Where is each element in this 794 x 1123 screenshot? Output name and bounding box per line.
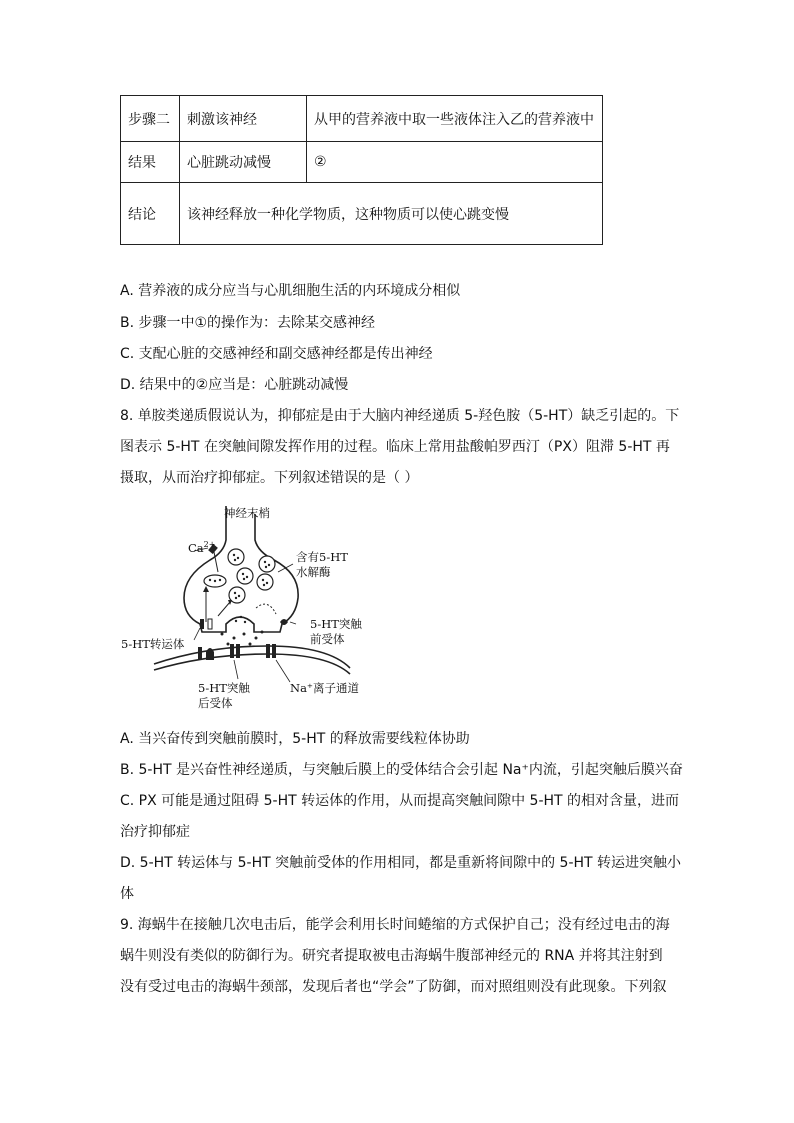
- q8-option-d-line2: 体: [120, 886, 134, 902]
- q8-stem-line3: 摄取，从而治疗抑郁症。下列叙述错误的是（ ）: [120, 470, 419, 486]
- transporter-shape: [200, 619, 204, 629]
- label-enzyme-line2: 水解酶: [296, 565, 331, 579]
- q9-stem-line1: 9. 海蜗牛在接触几次电击后，能学会利用长时间蜷缩的方式保护自己；没有经过电击的海: [120, 917, 670, 933]
- row-label: 结果: [121, 142, 180, 183]
- label-enzyme-line1: 含有5-HT: [296, 550, 348, 564]
- q7-option-a: A. 营养液的成分应当与心肌细胞生活的内环境成分相似: [120, 283, 461, 299]
- table-cell-merged: 该神经释放一种化学物质，这种物质可以使心跳变慢: [180, 183, 603, 245]
- q8-option-a: A. 当兴奋传到突触前膜时，5-HT 的释放需要线粒体协助: [120, 731, 470, 747]
- q7-option-b: B. 步骤一中①的操作为：去除某交感神经: [120, 315, 376, 331]
- label-post-receptor-line2: 后受体: [198, 696, 233, 710]
- q8-stem-line1: 8. 单胺类递质假说认为，抑郁症是由于大脑内神经递质 5-羟色胺（5-HT）缺乏引起的。下: [120, 408, 680, 424]
- fusing-vesicle: [215, 617, 266, 632]
- table-row: [121, 183, 603, 245]
- synapse-figure: [118, 504, 378, 712]
- table-cell: 从甲的营养液中取一些液体注入乙的营养液中: [307, 96, 603, 142]
- experiment-table: [120, 95, 603, 245]
- label-pre-receptor-line1: 5-HT突触: [310, 617, 362, 631]
- label-post-receptor-line1: 5-HT突触: [198, 681, 250, 695]
- q7-option-d: D. 结果中的②应当是：心脏跳动减慢: [120, 377, 349, 393]
- q8-option-b: B. 5-HT 是兴奋性神经递质，与突触后膜上的受体结合会引起 Na⁺内流，引起突触后膜兴奋: [120, 762, 683, 778]
- row-label: 结论: [121, 183, 180, 245]
- label-na-channel: Na⁺离子通道: [290, 681, 359, 695]
- table-row: [121, 142, 603, 183]
- q9-stem-line3: 没有受过电击的海蜗牛颈部，发现后者也“学会”了防御，而对照组则没有此现象。下列叙: [120, 979, 667, 995]
- q8-option-c-line2: 治疗抑郁症: [120, 824, 190, 840]
- table-row: [121, 96, 603, 142]
- label-nerve-ending: 神经末梢: [224, 506, 270, 520]
- label-pre-receptor-line2: 前受体: [310, 632, 345, 646]
- q8-option-c-line1: C. PX 可能是通过阻碍 5-HT 转运体的作用，从而提高突触间隙中 5-HT 的相对含量，进而: [120, 793, 680, 809]
- row-label: 步骤二: [121, 96, 180, 142]
- q7-option-c: C. 支配心脏的交感神经和副交感神经都是传出神经: [120, 346, 433, 362]
- q8-stem-line2: 图表示 5-HT 在突触间隙发挥作用的过程。临床上常用盐酸帕罗西汀（PX）阻滞 5-HT 再: [120, 439, 670, 455]
- label-ca: $Ca^{2+}$: [188, 540, 216, 555]
- table-cell: 心脏跳动减慢: [180, 142, 307, 183]
- q9-stem-line2: 蜗牛则没有类似的防御行为。研究者提取被电击海蜗牛腹部神经元的 RNA 并将其注射到: [120, 948, 663, 964]
- table-cell: ②: [307, 142, 603, 183]
- table-cell: 刺激该神经: [180, 96, 307, 142]
- label-transporter: 5-HT转运体: [121, 637, 185, 651]
- q8-option-d-line1: D. 5-HT 转运体与 5-HT 突触前受体的作用相同，都是重新将间隙中的 5-HT 转运进突触小: [120, 855, 682, 871]
